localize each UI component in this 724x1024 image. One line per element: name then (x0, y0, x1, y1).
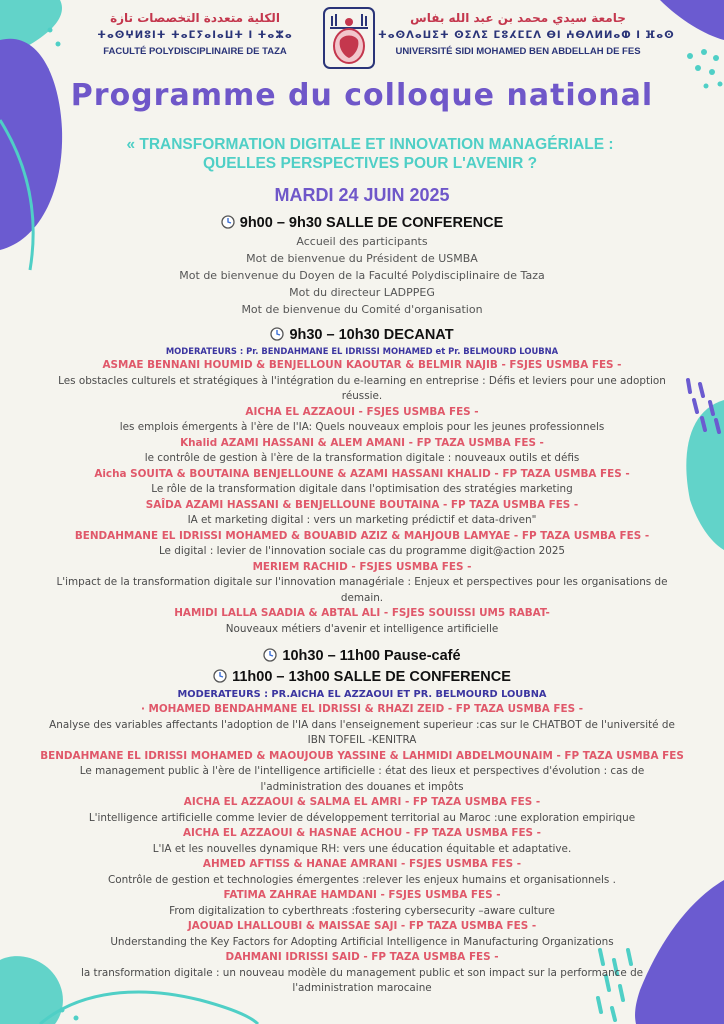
faculty-name-block (70, 10, 320, 59)
talk-title: L'IA et les nouvelles dynamique RH: vers une éducation équitable et adaptative. (152, 842, 572, 855)
talk-title: Contrôle de gestion et technologies émergentes :relever les enjeux humains et organisationnels . (108, 873, 616, 886)
welcome-item: Mot du directeur LADPPEG (289, 286, 435, 299)
talk-title: Le digital : levier de l'innovation sociale cas du programme digit@action 2025 (158, 545, 566, 557)
talk-authors: BENDAHMANE EL IDRISSI MOHAMED & MAOUJOUB YASSINE & LAHMIDI ABDELMOUNAIM - FP TAZA USMBA FES (40, 749, 684, 762)
university-name-tifinagh: ⵜⴰⵙⴷⴰⵡⵉⵜ ⵙⵉⴷⵉ ⵎⵓⵃⵎⵎⴷ ⴱⵏ ⵄⴱⴷⵍⵍⴰⵀ ⵏ ⴼⴰⵙ (378, 30, 675, 41)
talk-authors: JAOUAD LHALLOUBI & MAISSAE SAJI - FP TAZA USMBA FES - (187, 920, 537, 932)
session-2-moderators: MODERATEURS : Pr. BENDAHMANE EL IDRISSI MOHAMED et Pr. BELMOURD LOUBNA (165, 346, 559, 356)
bottom-left-dots-icon (60, 1008, 79, 1021)
talk-title: From digitalization to cyberthreats :fostering cybersecurity –aware culture (169, 904, 555, 917)
coffee-break-time: 10h30 – 11h00 Pause-café (282, 648, 461, 664)
university-name-arabic: جامعة سيدي محمد بن عبد الله بفاس (410, 11, 626, 25)
theme-line-1: « TRANSFORMATION DIGITALE ET INNOVATION MANAGÉRIALE : (126, 136, 614, 153)
talk-title: IA et marketing digital : vers un marketing prédictif et data-driven" (187, 514, 537, 526)
theme-line-2: QUELLES PERSPECTIVES POUR L'AVENIR ? (202, 155, 538, 172)
session-3-time: 11h00 – 13h00 SALLE DE CONFERENCE (232, 669, 511, 685)
talk-authors: AICHA EL AZZAOUI & SALMA EL AMRI - FP TAZA USMBA FES - (183, 796, 541, 808)
university-logo-icon (322, 6, 376, 70)
talk-authors: FATIMA ZAHRAE HAMDANI - FSJES USMBA FES - (223, 889, 501, 901)
faculty-name-french: FACULTÉ POLYDISCIPLINAIRE DE TAZA (103, 46, 287, 57)
talk-title: l'administration des douanes et impôts (260, 780, 464, 793)
session-3-moderators: MODERATEURS : PR.AICHA EL AZZAOUI ET PR. BELMOURD LOUBNA (177, 689, 547, 700)
talk-title: Les obstacles culturels et stratégiques à l'intégration du e-learning en entreprise : Défis et leviers pour une adoption (58, 374, 666, 387)
talk-title: L'impact de la transformation digitale sur l'innovation managériale : Enjeux et perspectives pour les organisations de (56, 576, 668, 588)
welcome-item: Mot de bienvenue du Comité d'organisation (241, 303, 483, 316)
welcome-item: Accueil des participants (296, 235, 428, 248)
talk-authors: AHMED AFTISS & HANAE AMRANI - FSJES USMBA FES - (202, 858, 522, 870)
faculty-name-arabic: الكلية متعددة التخصصات تازة (110, 11, 280, 25)
talk-authors: MERIEM RACHID - FSJES USMBA FES - (252, 560, 472, 573)
talk-title: Nouveaux métiers d'avenir et intelligence artificielle (225, 622, 499, 635)
clock-icon (213, 669, 227, 683)
talk-authors: BENDAHMANE EL IDRISSI MOHAMED & BOUABID AZIZ & MAHJOUB LAMYAE - FP TAZA USMBA FES - (74, 529, 650, 542)
talk-title: Analyse des variables affectants l'adoption de l'IA dans l'enseignement superieur :cas sur le CHATBOT de l'université de (49, 718, 675, 731)
talk-authors: AICHA EL AZZAOUI - FSJES USMBA FES - (245, 405, 479, 418)
coffee-break-heading (30, 646, 694, 666)
talk-authors: · MOHAMED BENDAHMANE EL IDRISSI & RHAZI ZEID - FP TAZA USMBA FES - (140, 703, 584, 715)
talk-title: l'administration marocaine (292, 982, 432, 994)
talk-title: réussie. (341, 390, 383, 402)
talk-authors: Aicha SOUITA & BOUTAINA BENJELLOUNE & AZAMI HASSANI KHALID - FP TAZA USMBA FES - (94, 467, 630, 480)
talk-title: Le management public à l'ère de l'intelligence artificielle : état des lieux et perspectives d'évolution : cas de (79, 765, 645, 777)
talk-title: le contrôle de gestion à l'ère de la transformation digitale : nouveaux outils et défis (144, 452, 580, 464)
talk-title: Understanding the Key Factors for Adopting Artificial Intelligence in Manufacturing Organizations (110, 935, 614, 948)
talk-list (30, 358, 694, 637)
welcome-item: Mot de bienvenue du Doyen de la Faculté Polydisciplinaire de Taza (179, 269, 545, 282)
colloquium-theme (60, 135, 680, 173)
session-3-heading (30, 667, 694, 687)
talk-authors: Khalid AZAMI HASSANI & ALEM AMANI - FP TAZA USMBA FES - (180, 436, 544, 449)
header (0, 6, 724, 72)
faculty-name-tifinagh: ⵜⴰⵙⵖⵍⵓⵏⵜ ⵜⴰⵎⵢⴰⵏⴰⵡⵜ ⵏ ⵜⴰⵣⴰ (97, 30, 293, 41)
session-2-heading (30, 325, 694, 345)
welcome-item: Mot de bienvenue du Président de USMBA (246, 252, 478, 265)
talk-authors: HAMIDI LALLA SAADIA & ABTAL ALI - FSJES SOUISSI UM5 RABAT- (174, 607, 550, 619)
event-date: MARDI 24 JUIN 2025 (274, 185, 450, 205)
session-1-items (30, 233, 694, 318)
talk-title: la transformation digitale : un nouveau modèle du management public et son impact sur la performance de (80, 966, 644, 979)
clock-icon (221, 215, 235, 229)
university-name-block (378, 10, 675, 59)
talk-authors: AICHA EL AZZAOUI & HASNAE ACHOU - FP TAZA USMBA FES - (183, 827, 541, 839)
clock-icon (263, 648, 277, 662)
session-1-heading (30, 213, 694, 233)
talk-title: Le rôle de la transformation digitale dans l'optimisation des stratégies marketing (151, 483, 573, 495)
talk-title: IBN TOFEIL -KENITRA (307, 734, 417, 746)
talk-title: demain. (340, 591, 384, 604)
page-title: Programme du colloque national (70, 78, 654, 113)
talk-title: les emplois émergents à l'ère de l'IA: Quels nouveaux emplois pour les jeunes professionnels (119, 421, 605, 433)
talk-authors: ASMAE BENNANI HOUMID & BENJELLOUN KAOUTAR & BELMIR NAJIB - FSJES USMBA FES - (102, 359, 622, 371)
talk-list (30, 702, 694, 997)
talk-title: L'intelligence artificielle comme levier de développement territorial au Maroc :une exploration empirique (88, 811, 636, 824)
talk-authors: SAÎDA AZAMI HASSANI & BENJELLOUNE BOUTAINA - FP TAZA USMBA FES - (145, 498, 579, 511)
bottom-left-line (40, 992, 258, 1024)
session-1-time: 9h00 – 9h30 SALLE DE CONFERENCE (239, 215, 504, 231)
session-2-time: 9h30 – 10h30 DECANAT (289, 327, 454, 343)
clock-icon (270, 327, 284, 341)
talk-authors: DAHMANI IDRISSI SAID - FP TAZA USMBA FES - (225, 951, 499, 963)
university-name-french: UNIVERSITÉ SIDI MOHAMED BEN ABDELLAH DE FES (395, 46, 641, 57)
program-schedule (30, 212, 694, 997)
